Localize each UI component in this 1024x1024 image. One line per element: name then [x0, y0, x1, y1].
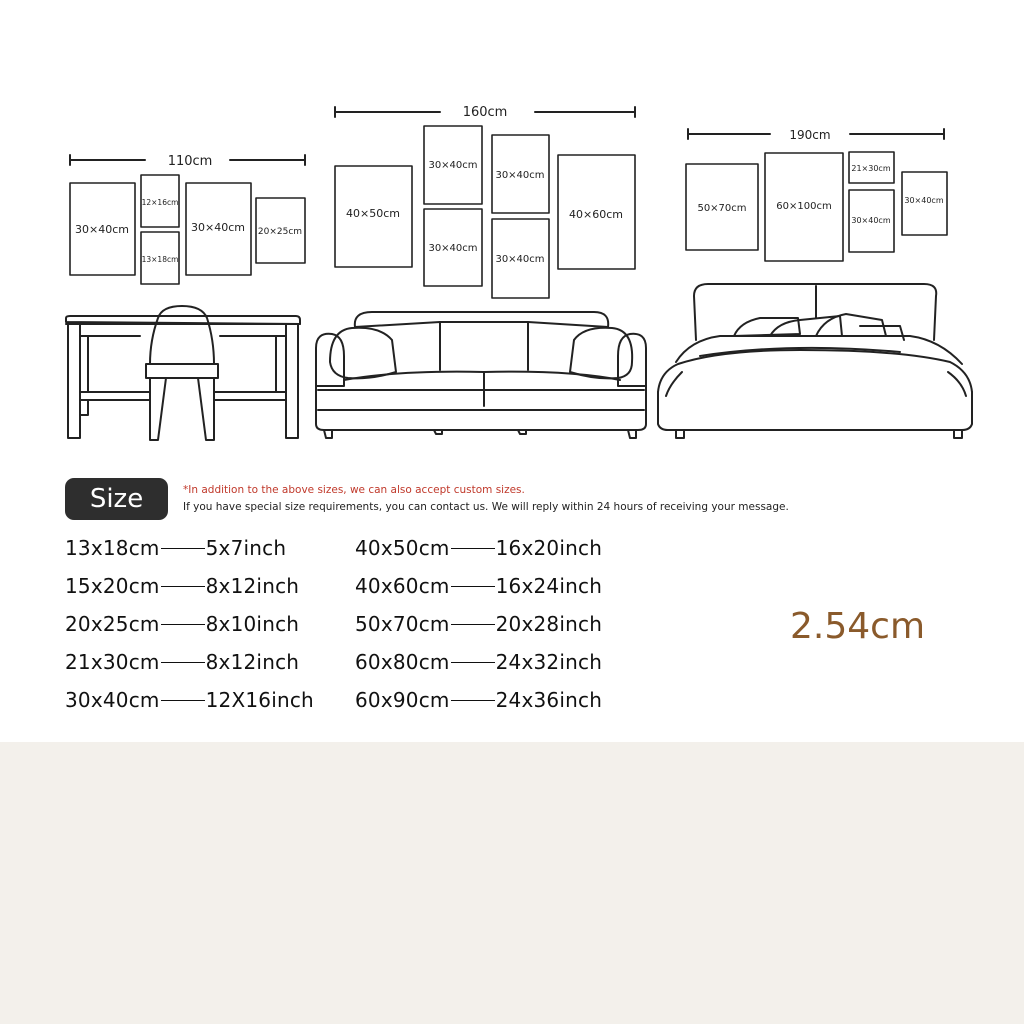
frame-label: 40×60cm	[569, 208, 623, 221]
size-row	[65, 650, 299, 674]
frame-label: 20×25cm	[257, 227, 303, 237]
dimension-label-right: 190cm	[789, 128, 831, 142]
dimension-label-middle: 160cm	[462, 105, 508, 120]
size-cm: 15x20cm	[65, 574, 160, 598]
size-dash	[161, 586, 205, 588]
dimension-line-middle	[335, 105, 635, 120]
size-cm: 20x25cm	[65, 612, 160, 636]
size-inch: 8x10inch	[205, 612, 300, 636]
size-cm: 60x80cm	[355, 650, 450, 674]
furniture-illustration	[0, 0, 1024, 470]
size-cm: 40x60cm	[355, 574, 450, 598]
size-row	[65, 536, 286, 560]
frame-label: 50×70cm	[697, 203, 747, 214]
size-dash	[161, 624, 205, 626]
frame-label: 60×100cm	[776, 201, 832, 212]
size-dash	[161, 700, 205, 702]
dimension-line-left	[70, 154, 305, 169]
size-cm: 30x40cm	[65, 688, 160, 712]
size-row	[355, 612, 602, 636]
inch-conversion-label: 2.54cm	[790, 606, 926, 647]
size-badge: Size	[65, 478, 168, 520]
size-dash	[161, 662, 205, 664]
custom-size-note: *In addition to the above sizes, we can also accept custom sizes.	[183, 484, 525, 496]
sofa-illustration	[316, 312, 646, 438]
frame-label: 30×40cm	[495, 170, 545, 181]
dimension-line-right	[688, 128, 944, 142]
size-dash	[451, 548, 495, 550]
size-inch: 5x7inch	[205, 536, 287, 560]
frame-label: 30×40cm	[428, 160, 478, 171]
bottom-background-band	[0, 742, 1024, 1024]
frame-label: 30×40cm	[904, 196, 944, 205]
size-inch: 8x12inch	[205, 650, 300, 674]
frame-label: 30×40cm	[75, 223, 129, 236]
size-row	[65, 612, 299, 636]
size-inch: 12X16inch	[205, 688, 314, 712]
frame-label: 30×40cm	[428, 243, 478, 254]
frame-label: 13×18cm	[141, 255, 179, 264]
size-inch: 20x28inch	[495, 612, 603, 636]
bed-illustration	[658, 284, 972, 438]
frame-label: 30×40cm	[191, 221, 245, 234]
size-row	[355, 688, 602, 712]
size-inch: 24x32inch	[495, 650, 603, 674]
size-inch: 24x36inch	[495, 688, 603, 712]
size-cm: 40x50cm	[355, 536, 450, 560]
frame-label: 30×40cm	[851, 216, 891, 225]
size-cm: 21x30cm	[65, 650, 160, 674]
size-dash	[161, 548, 205, 550]
size-row	[65, 688, 314, 712]
contact-note: If you have special size requirements, you can contact us. We will reply within 24 hours of receiving your message.	[183, 501, 789, 513]
frame-label: 30×40cm	[495, 254, 545, 265]
frame-label: 40×50cm	[346, 207, 400, 220]
size-dash	[451, 700, 495, 702]
dimension-label-left: 110cm	[167, 154, 213, 169]
size-dash	[451, 586, 495, 588]
size-row	[355, 650, 602, 674]
size-inch: 16x24inch	[495, 574, 603, 598]
size-dash	[451, 624, 495, 626]
size-row	[65, 574, 299, 598]
size-row	[355, 536, 602, 560]
size-inch: 8x12inch	[205, 574, 300, 598]
size-inch: 16x20inch	[495, 536, 603, 560]
size-cm: 13x18cm	[65, 536, 160, 560]
size-cm: 50x70cm	[355, 612, 450, 636]
size-cm: 60x90cm	[355, 688, 450, 712]
frame-label: 21×30cm	[851, 164, 891, 173]
frame-label: 12×16cm	[141, 198, 179, 207]
size-dash	[451, 662, 495, 664]
chair-illustration	[146, 306, 218, 440]
size-row	[355, 574, 602, 598]
